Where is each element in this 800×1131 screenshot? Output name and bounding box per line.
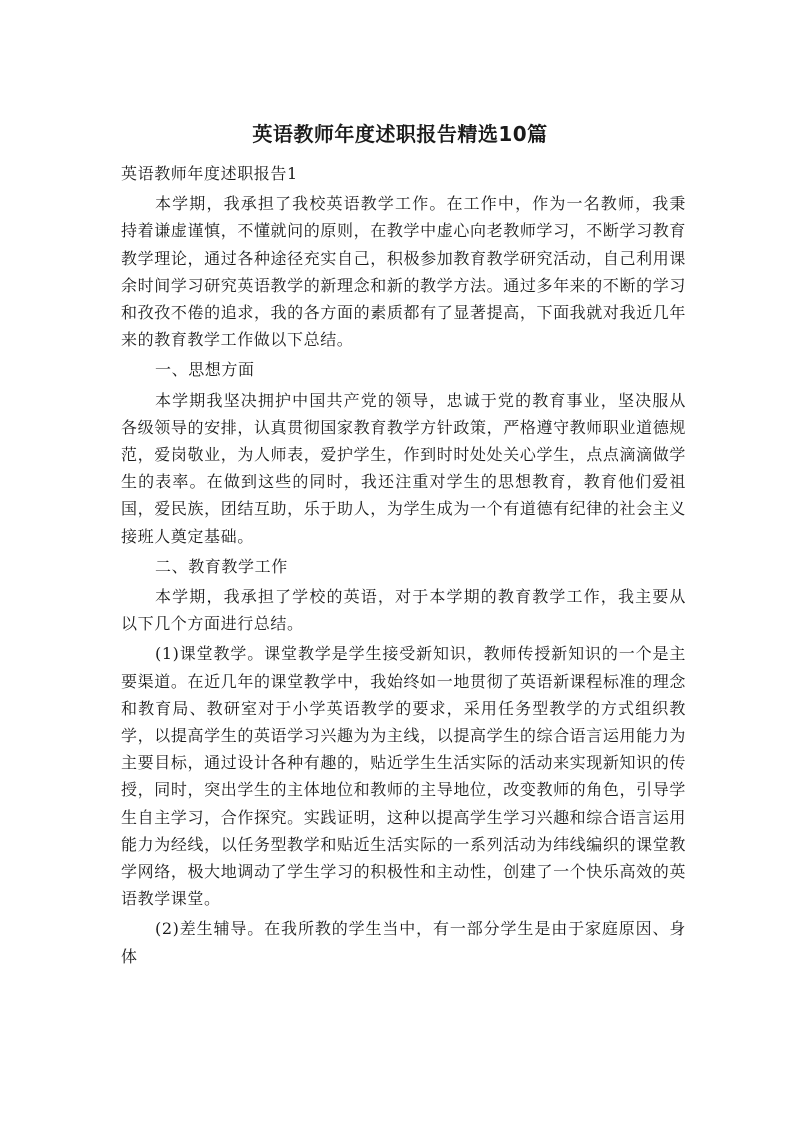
document-title: 英语教师年度述职报告精选10篇: [252, 122, 548, 146]
report-subtitle: 英语教师年度述职报告1: [121, 164, 298, 183]
paragraph-thought: 本学期我坚决拥护中国共产党的领导，忠诚于党的教育事业，坚决服从各级领导的安排，认真贯彻国家教育教学方针政策，严格遵守教师职业道德规范，爱岗敬业，为人师表，爱护学生，作到时时处处关心学生，点点滴滴做学生的表率。在做到这些的同时，我还注重对学生的思想教育，教育他们爱祖国，爱民族，团结互助，乐于助人，为学生成为一个有道德有纪律的社会主义接班人奠定基础。: [121, 390, 686, 546]
paragraph-intro: 本学期，我承担了我校英语教学工作。在工作中，作为一名教师，我秉持着谦虚谨慎，不懂就问的原则，在教学中虚心向老教师学习，不断学习教育教学理论，通过各种途径充实自己，积极参加教育教学研究活动，自己利用课余时间学习研究英语教学的新理念和新的教学方法。通过多年来的不断的学习和孜孜不倦的追求，我的各方面的素质都有了显著提高，下面我就对我近几年来的教育教学工作做以下总结。: [121, 194, 686, 350]
paragraph-teaching-intro: 本学期，我承担了学校的英语，对于本学期的教育教学工作，我主要从以下几个方面进行总结。: [121, 587, 686, 634]
section-heading-teaching: 二、教育教学工作: [155, 556, 288, 576]
paragraph-tutoring: (2)差生辅导。在我所教的学生当中，有一部分学生是由于家庭原因、身体: [121, 919, 686, 966]
section-heading-thought: 一、思想方面: [155, 360, 255, 380]
document-body: [121, 160, 686, 973]
paragraph-classroom-teaching: (1)课堂教学。课堂教学是学生接受新知识，教师传授新知识的一个是主要渠道。在近几年的课堂教学中，我始终如一地贯彻了英语新课程标准的理念和教育局、教研室对于小学英语教学的要求，采用任务型教学的方式组织教学，以提高学生的英语学习兴趣为为主线，以提高学生的综合语言运用能力为主要目标，通过设计各种有趣的，贴近学生生活实际的活动来实现新知识的传授，同时，突出学生的主体地位和教师的主导地位，改变教师的角色，引导学生自主学习，合作探究。实践证明，这种以提高学生学习兴趣和综合语言运用能力为经线，以任务型教学和贴近生活实际的一系列活动为纬线编织的课堂教学网络，极大地调动了学生学习的积极性和主动性，创建了一个快乐高效的英语教学课堂。: [121, 644, 686, 909]
